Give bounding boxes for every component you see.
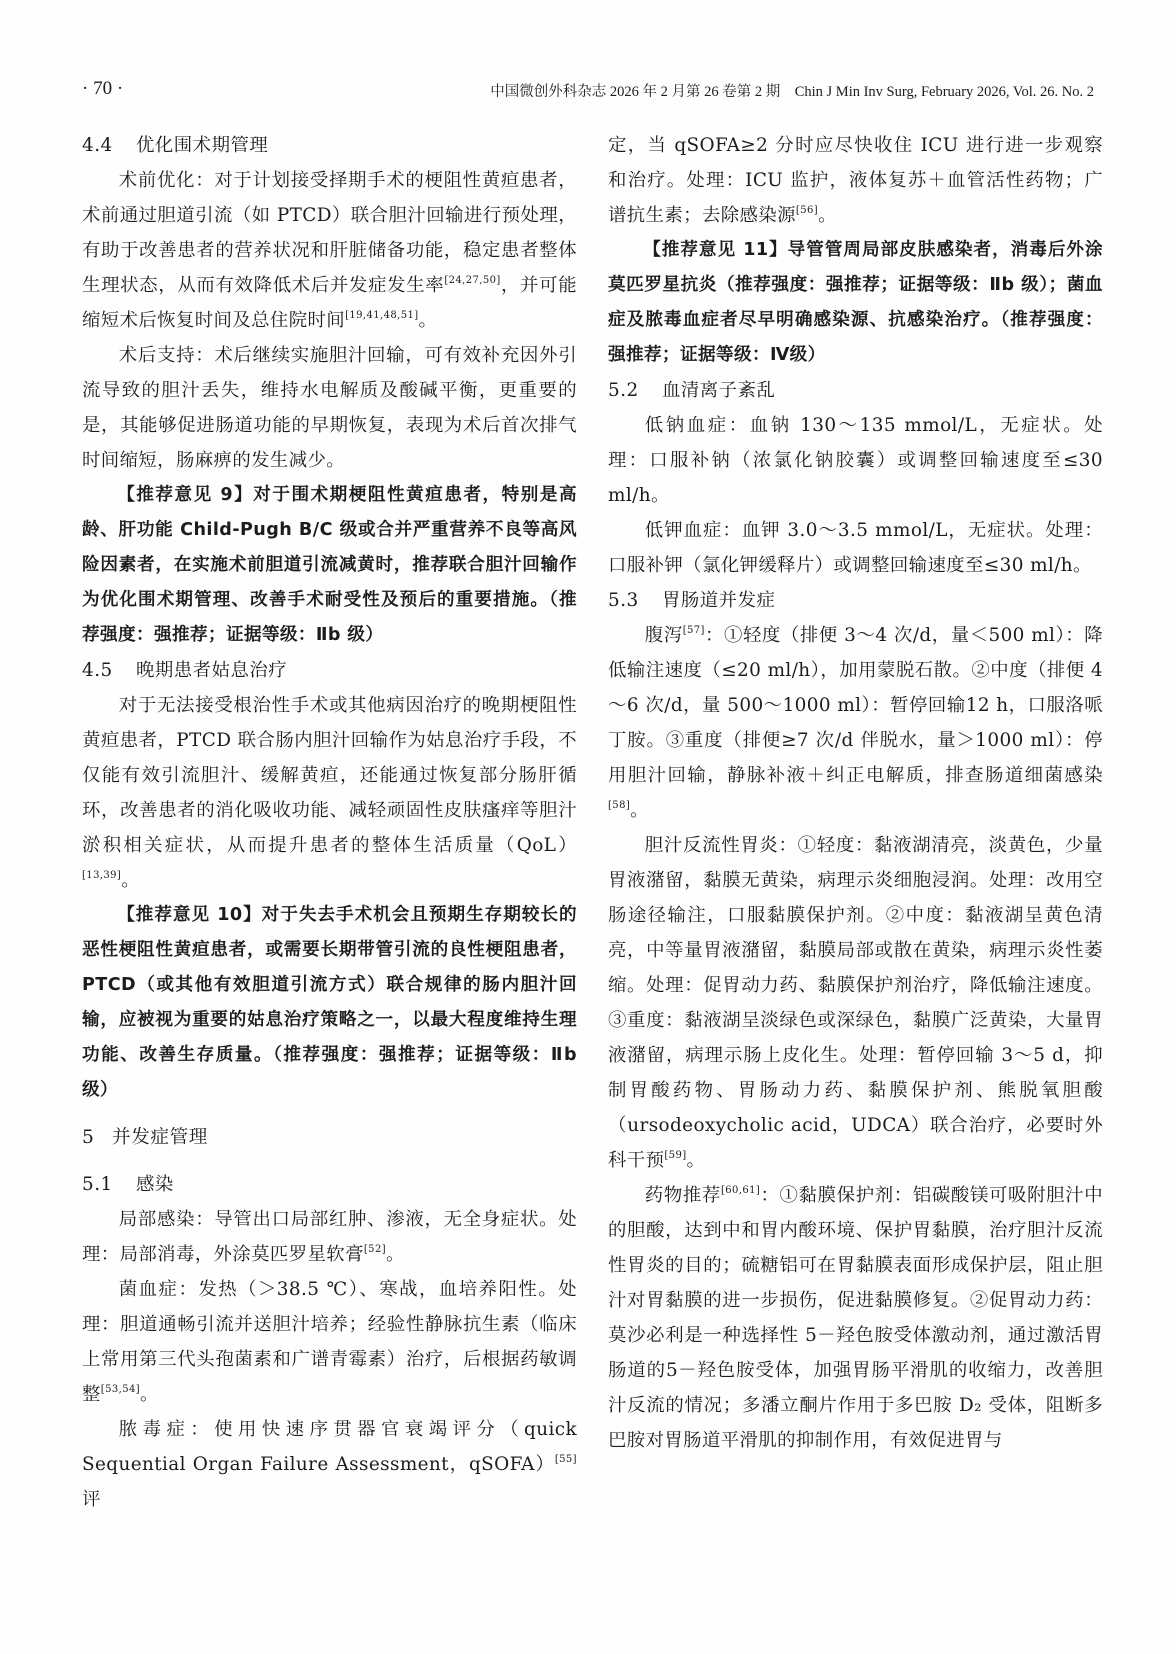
citation: [57] (682, 625, 705, 636)
paragraph-text: ，并可能缩短术后恢复时间及总住院时间 (82, 275, 577, 331)
section-heading (82, 1167, 577, 1202)
paragraph-text: 评 (82, 1489, 101, 1510)
body-paragraph (608, 128, 1103, 233)
citation: [24,27,50] (444, 275, 501, 286)
paragraph-text: 药物推荐 (644, 1185, 721, 1206)
paragraph-text: 【推荐意见 10】对于失去手术机会且预期生存期较长的恶性梗阻性黄疸患者，或需要长期带管引流的良性梗阻患者，PTCD（或其他有效胆道引流方式）联合规律的肠内胆汁回输，应被视为重要的姑息治疗策略之一，以最大程度维持生理功能、改善生存质量。（推荐强度：强推荐；证据等级：Ⅱb 级） (82, 905, 577, 1100)
body-paragraph (82, 1272, 577, 1412)
paragraph-text: 。 (818, 205, 837, 226)
paragraph-text: 。 (418, 310, 438, 331)
paragraph-text: 【推荐意见 11】导管管周局部皮肤感染者，消毒后外涂莫匹罗星抗炎（推荐强度：强推荐；证据等级：Ⅱb 级）；菌血症及脓毒血症者尽早明确感染源、抗感染治疗。（推荐强度：强推荐；证据等级：Ⅳ级） (608, 240, 1103, 365)
paragraph-text: 低钾血症：血钾 3.0～3.5 mmol/L，无症状。处理：口服补钾（氯化钾缓释片）或调整回输速度至≤30 ml/h。 (608, 520, 1103, 576)
section-title: 晚期患者姑息治疗 (136, 660, 288, 681)
page-header (82, 78, 1094, 108)
section-heading (82, 653, 577, 688)
recommendation-paragraph (82, 478, 577, 653)
paragraph-text: 定，当 qSOFA≥2 分时应尽快收住 ICU 进行进一步观察和治疗。处理：ICU 监护，液体复苏＋血管活性药物；广谱抗生素；去除感染源 (608, 135, 1103, 226)
recommendation-paragraph (608, 233, 1103, 373)
body-paragraph (82, 338, 577, 478)
section-number: 5.1 (82, 1174, 113, 1195)
section-title: 优化围术期管理 (136, 135, 269, 156)
paragraph-text: 。 (686, 1150, 706, 1171)
page-number: · 70 · (82, 78, 124, 99)
paragraph-text: ：①轻度（排便 3～4 次/d，量＜500 ml）：降低输注速度（≤20 ml/h），加用蒙脱石散。②中度（排便 4～6 次/d，量 500～1000 ml）：暂停回输12 h，口服洛哌丁胺。③重度（排便≥7 次/d 伴脱水，量＞1000 ml）：停用胆汁回输，静脉补液＋纠正电解质，排查肠道细菌感染 (608, 625, 1103, 786)
paragraph-text: 低钠血症：血钠 130～135 mmol/L，无症状。处理：口服补钠（浓氯化钠胶囊）或调整回输速度至≤30 ml/h。 (608, 415, 1103, 506)
running-head: 中国微创外科杂志 2026 年 2 月第 26 卷第 2 期 Chin J Min Inv Surg, February 2026, Vol. 26. No. 2 (490, 84, 1094, 100)
paragraph-text: 菌血症：发热（＞38.5 ℃）、寒战，血培养阳性。处理：胆道通畅引流并送胆汁培养；经验性静脉抗生素（临床上常用第三代头孢菌素和广谱青霉素）治疗，后根据药敏调整 (82, 1279, 577, 1405)
paragraph-text: 对于无法接受根治性手术或其他病因治疗的晚期梗阻性黄疸患者，PTCD 联合肠内胆汁回输作为姑息治疗手段，不仅能有效引流胆汁、缓解黄疸，还能通过恢复部分肠肝循环，改善患者的消化吸收功能、减轻顽固性皮肤瘙痒等胆汁淤积相关症状，从而提升患者的整体生活质量（QoL） (82, 695, 577, 856)
paragraph-text: 术前优化：对于计划接受择期手术的梗阻性黄疸患者，术前通过胆道引流（如 PTCD）联合胆汁回输进行预处理，有助于改善患者的营养状况和肝脏储备功能，稳定患者整体生理状态，从而有效降低术后并发症发生率 (82, 170, 577, 296)
paragraph-text: 。 (140, 1384, 159, 1405)
left-column (82, 128, 577, 1517)
citation: [55] (554, 1454, 577, 1465)
recommendation-paragraph (82, 898, 577, 1108)
section-number: 4.5 (82, 660, 113, 681)
paragraph-text: 【推荐意见 9】对于围术期梗阻性黄疸患者，特别是高龄、肝功能 Child-Pugh B/C 级或合并严重营养不良等高风险因素者，在实施术前胆道引流减黄时，推荐联合胆汁回输作为优化围术期管理、改善手术耐受性及预后的重要措施。（推荐强度：强推荐；证据等级：Ⅱb 级） (82, 485, 577, 645)
paragraph-text: 胆汁反流性胃炎：①轻度：黏液湖清亮，淡黄色，少量胃液潴留，黏膜无黄染，病理示炎细胞浸润。处理：改用空肠途径输注，口服黏膜保护剂。②中度：黏液湖呈黄色清亮，中等量胃液潴留，黏膜局部或散在黄染，病理示炎性萎缩。处理：促胃动力药、黏膜保护剂治疗，降低输注速度。③重度：黏液湖呈淡绿色或深绿色，黏膜广泛黄染，大量胃液潴留，病理示肠上皮化生。处理：暂停回输 3～5 d，抑制胃酸药物、胃肠动力药、黏膜保护剂、熊脱氧胆酸（ursodeoxycholic acid，UDCA）联合治疗，必要时外科干预 (608, 835, 1103, 1171)
right-column (608, 128, 1103, 1458)
body-paragraph (608, 513, 1103, 583)
section-heading (608, 583, 1103, 618)
paragraph-text: 局部感染：导管出口局部红肿、渗液，无全身症状。处理：局部消毒，外涂莫匹罗星软膏 (82, 1209, 577, 1265)
citation: [56] (795, 205, 819, 216)
citation: [60,61] (720, 1185, 761, 1196)
citation: [52] (363, 1244, 387, 1255)
citation: [59] (664, 1150, 687, 1161)
section-title: 并发症管理 (112, 1127, 208, 1148)
body-paragraph (608, 408, 1103, 513)
section-number: 5 (82, 1127, 95, 1148)
paragraph-text: 。 (630, 800, 649, 821)
citation: [53,54] (100, 1384, 141, 1395)
paragraph-text: 脓毒症：使用快速序贯器官衰竭评分（quick Sequential Organ Failure Assessment，qSOFA） (82, 1419, 577, 1475)
section-heading (608, 373, 1103, 408)
citation: [58] (608, 800, 631, 811)
paragraph-text: 。 (386, 1244, 405, 1265)
body-paragraph (82, 1412, 577, 1517)
paragraph-text: 术后支持：术后继续实施胆汁回输，可有效补充因外引流导致的胆汁丢失，维持水电解质及酸碱平衡，更重要的是，其能够促进肠道功能的早期恢复，表现为术后首次排气时间缩短，肠麻痹的发生减少。 (82, 345, 577, 471)
body-paragraph (82, 1202, 577, 1272)
paragraph-text: ：①黏膜保护剂：铝碳酸镁可吸附胆汁中的胆酸，达到中和胃内酸环境、保护胃黏膜，治疗胆汁反流性胃炎的目的；硫糖铝可在胃黏膜表面形成保护层，阻止胆汁对胃黏膜的进一步损伤，促进黏膜修复。②促胃动力药：莫沙必利是一种选择性 5－羟色胺受体激动剂，通过激活胃肠道的5－羟色胺受体，加强胃肠平滑肌的收缩力，改善胆汁反流的情况；多潘立酮片作用于多巴胺 D₂ 受体，阻断多巴胺对胃肠道平滑肌的抑制作用，有效促进胃与 (608, 1185, 1104, 1451)
paragraph-text: 腹泻 (644, 625, 683, 646)
body-paragraph (82, 688, 577, 898)
section-number: 4.4 (82, 135, 113, 156)
body-paragraph (608, 618, 1103, 828)
citation: [13,39] (82, 870, 122, 881)
body-paragraph (82, 163, 577, 338)
citation: [19,41,48,51] (345, 310, 419, 321)
section-heading (82, 128, 577, 163)
body-paragraph (608, 828, 1103, 1178)
section-title: 感染 (136, 1174, 174, 1195)
paragraph-text: 。 (121, 870, 141, 891)
section-number: 5.2 (608, 380, 639, 401)
body-paragraph (608, 1178, 1103, 1458)
main-section-heading (82, 1120, 577, 1155)
section-title: 胃肠道并发症 (662, 590, 776, 611)
section-number: 5.3 (608, 590, 639, 611)
section-title: 血清离子紊乱 (662, 380, 776, 401)
